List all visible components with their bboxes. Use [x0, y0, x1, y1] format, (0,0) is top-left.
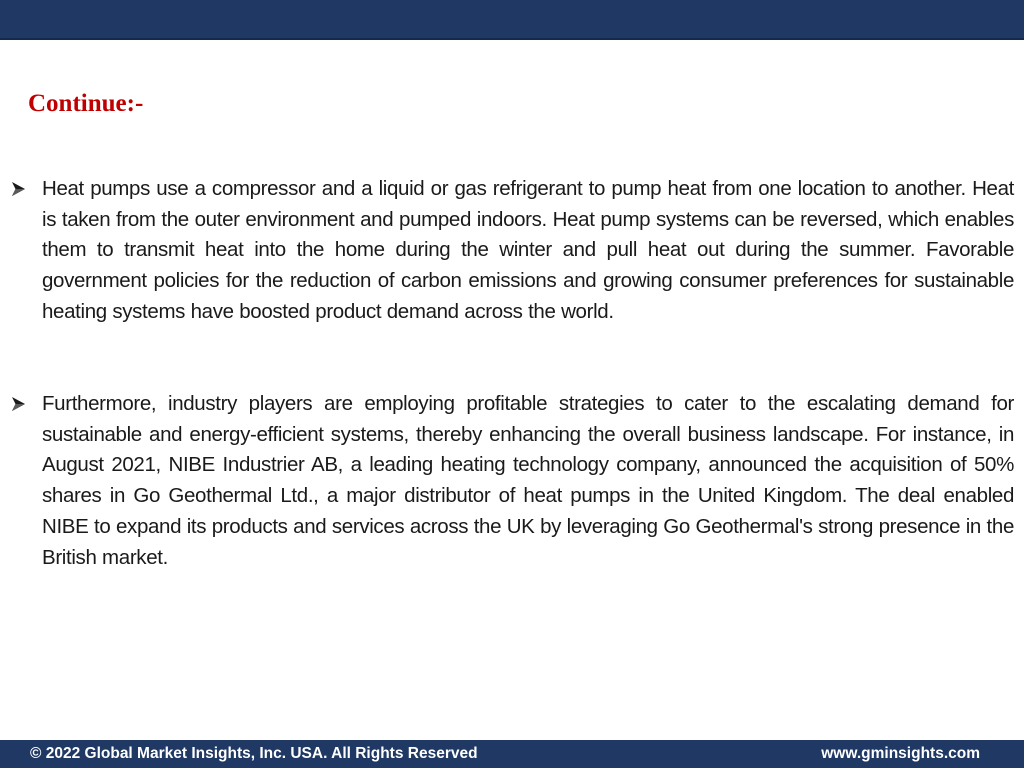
arrow-bullet-icon — [10, 389, 42, 419]
header-bar — [0, 0, 1024, 40]
arrow-bullet-icon — [10, 174, 42, 204]
footer-website-link[interactable]: www.gminsights.com — [821, 745, 980, 762]
bullet-item — [10, 389, 1014, 573]
footer-bar — [0, 740, 1024, 768]
bullet-item — [10, 174, 1014, 328]
bullet-text: Heat pumps use a compressor and a liquid or gas refrigerant to pump heat from one location to another. Heat is taken from the outer environment and pumped indoors. Heat pump systems can be reversed, which enables them to transmit heat into the home during the winter and pull heat out during the summer. Favorable government policies for the reduction of carbon emissions and growing consumer preferences for sustainable heating systems have boosted product demand across the world. — [42, 177, 1014, 323]
slide-heading: Continue:- — [28, 90, 144, 117]
bullet-text: Furthermore, industry players are employing profitable strategies to cater to the escalating demand for sustainable and energy-efficient systems, thereby enhancing the overall business landscape. For instance, in August 2021, NIBE Industrier AB, a leading heating technology company, announced the acquisition of 50% shares in Go Geothermal Ltd., a major distributor of heat pumps in the United Kingdom. The deal enabled NIBE to expand its products and services across the UK by leveraging Go Geothermal's strong presence in the British market. — [42, 392, 1014, 569]
footer-copyright: © 2022 Global Market Insights, Inc. USA. All Rights Reserved — [30, 745, 478, 762]
